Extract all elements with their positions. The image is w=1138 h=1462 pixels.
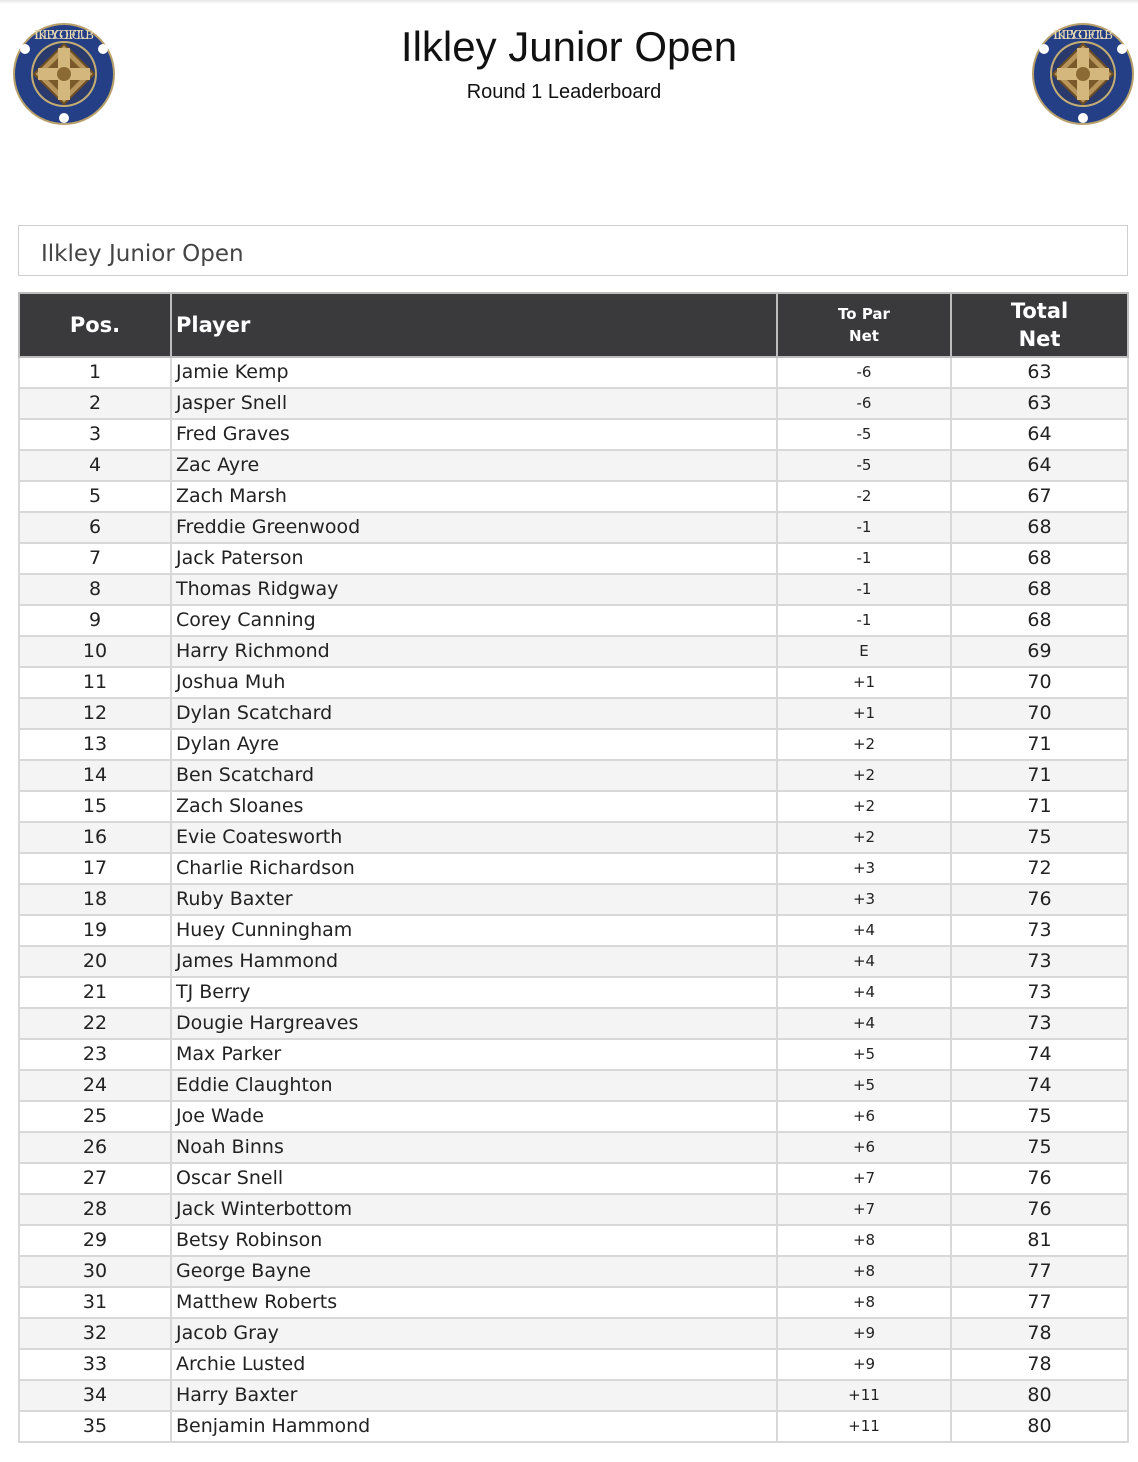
table-row[interactable] <box>19 1225 1128 1256</box>
column-header-pos[interactable]: Pos. <box>19 293 171 357</box>
total-net-cell: 74 <box>951 1070 1128 1101</box>
pos-cell: 18 <box>19 884 171 915</box>
pos-cell: 31 <box>19 1287 171 1318</box>
total-net-cell: 73 <box>951 915 1128 946</box>
player-name-cell: Huey Cunningham <box>171 915 777 946</box>
player-name-cell: Benjamin Hammond <box>171 1411 777 1442</box>
to-par-cell: -1 <box>777 605 951 636</box>
pos-cell: 25 <box>19 1101 171 1132</box>
to-par-cell: +8 <box>777 1287 951 1318</box>
player-name-cell: Archie Lusted <box>171 1349 777 1380</box>
player-name-cell: Joshua Muh <box>171 667 777 698</box>
table-row[interactable] <box>19 946 1128 977</box>
player-name-cell: Ben Scatchard <box>171 760 777 791</box>
pos-cell: 5 <box>19 481 171 512</box>
pos-cell: 35 <box>19 1411 171 1442</box>
table-row[interactable] <box>19 1008 1128 1039</box>
player-name-cell: Jamie Kemp <box>171 357 777 388</box>
table-row[interactable] <box>19 481 1128 512</box>
player-name-cell: Oscar Snell <box>171 1163 777 1194</box>
table-row[interactable] <box>19 543 1128 574</box>
table-row[interactable] <box>19 1039 1128 1070</box>
pos-cell: 23 <box>19 1039 171 1070</box>
table-row[interactable] <box>19 915 1128 946</box>
column-header-player[interactable]: Player <box>171 293 777 357</box>
to-par-cell: -6 <box>777 357 951 388</box>
total-net-cell: 73 <box>951 946 1128 977</box>
column-header-to-par-line2: Net <box>849 327 879 345</box>
table-row[interactable] <box>19 1132 1128 1163</box>
player-name-cell: Harry Baxter <box>171 1380 777 1411</box>
leaderboard-header-row <box>19 293 1128 357</box>
table-row[interactable] <box>19 1256 1128 1287</box>
table-row[interactable] <box>19 853 1128 884</box>
total-net-cell: 75 <box>951 1101 1128 1132</box>
pos-cell: 11 <box>19 667 171 698</box>
table-row[interactable] <box>19 884 1128 915</box>
total-net-cell: 75 <box>951 1132 1128 1163</box>
svg-text:ILKLEY GOLF CLUB: ILKLEY GOLF CLUB <box>1053 28 1113 42</box>
table-row[interactable] <box>19 574 1128 605</box>
to-par-cell: -5 <box>777 419 951 450</box>
pos-cell: 6 <box>19 512 171 543</box>
total-net-cell: 81 <box>951 1225 1128 1256</box>
total-net-cell: 77 <box>951 1287 1128 1318</box>
to-par-cell: +2 <box>777 760 951 791</box>
player-name-cell: Harry Richmond <box>171 636 777 667</box>
table-row[interactable] <box>19 1349 1128 1380</box>
to-par-cell: +8 <box>777 1225 951 1256</box>
table-row[interactable] <box>19 419 1128 450</box>
table-row[interactable] <box>19 1194 1128 1225</box>
total-net-cell: 68 <box>951 605 1128 636</box>
to-par-cell: E <box>777 636 951 667</box>
pos-cell: 22 <box>19 1008 171 1039</box>
player-name-cell: TJ Berry <box>171 977 777 1008</box>
pos-cell: 28 <box>19 1194 171 1225</box>
to-par-cell: +1 <box>777 667 951 698</box>
to-par-cell: -5 <box>777 450 951 481</box>
player-name-cell: Betsy Robinson <box>171 1225 777 1256</box>
player-name-cell: Dylan Ayre <box>171 729 777 760</box>
pos-cell: 17 <box>19 853 171 884</box>
table-row[interactable] <box>19 450 1128 481</box>
total-net-cell: 70 <box>951 698 1128 729</box>
table-row[interactable] <box>19 698 1128 729</box>
to-par-cell: +7 <box>777 1194 951 1225</box>
pos-cell: 26 <box>19 1132 171 1163</box>
pos-cell: 3 <box>19 419 171 450</box>
player-name-cell: Jasper Snell <box>171 388 777 419</box>
table-row[interactable] <box>19 388 1128 419</box>
to-par-cell: +4 <box>777 915 951 946</box>
column-header-total-net[interactable] <box>951 293 1128 357</box>
total-net-cell: 63 <box>951 388 1128 419</box>
player-name-cell: Zach Marsh <box>171 481 777 512</box>
to-par-cell: -1 <box>777 512 951 543</box>
to-par-cell: +2 <box>777 791 951 822</box>
to-par-cell: +4 <box>777 1008 951 1039</box>
to-par-cell: +2 <box>777 822 951 853</box>
player-name-cell: Zac Ayre <box>171 450 777 481</box>
pos-cell: 1 <box>19 357 171 388</box>
total-net-cell: 80 <box>951 1411 1128 1442</box>
pos-cell: 34 <box>19 1380 171 1411</box>
table-row[interactable] <box>19 357 1128 388</box>
table-row[interactable] <box>19 1380 1128 1411</box>
total-net-cell: 70 <box>951 667 1128 698</box>
table-row[interactable] <box>19 1163 1128 1194</box>
to-par-cell: +4 <box>777 946 951 977</box>
leaderboard-table <box>18 292 1129 1443</box>
to-par-cell: +5 <box>777 1070 951 1101</box>
table-row[interactable] <box>19 977 1128 1008</box>
player-name-cell: Thomas Ridgway <box>171 574 777 605</box>
to-par-cell: -2 <box>777 481 951 512</box>
player-name-cell: Fred Graves <box>171 419 777 450</box>
page-title: Ilkley Junior Open <box>400 23 738 70</box>
total-net-cell: 76 <box>951 1194 1128 1225</box>
pos-cell: 30 <box>19 1256 171 1287</box>
total-net-cell: 64 <box>951 450 1128 481</box>
table-row[interactable] <box>19 636 1128 667</box>
table-row[interactable] <box>19 760 1128 791</box>
to-par-cell: +6 <box>777 1101 951 1132</box>
total-net-cell: 76 <box>951 1163 1128 1194</box>
player-name-cell: Corey Canning <box>171 605 777 636</box>
total-net-cell: 71 <box>951 729 1128 760</box>
to-par-cell: +3 <box>777 884 951 915</box>
pos-cell: 12 <box>19 698 171 729</box>
table-row[interactable] <box>19 729 1128 760</box>
total-net-cell: 78 <box>951 1349 1128 1380</box>
player-name-cell: Joe Wade <box>171 1101 777 1132</box>
column-header-total-line1: Total <box>1010 299 1069 323</box>
to-par-cell: +3 <box>777 853 951 884</box>
total-net-cell: 67 <box>951 481 1128 512</box>
player-name-cell: Noah Binns <box>171 1132 777 1163</box>
to-par-cell: +4 <box>777 977 951 1008</box>
column-header-total-line2: Net <box>1018 327 1061 351</box>
total-net-cell: 73 <box>951 1008 1128 1039</box>
pos-cell: 10 <box>19 636 171 667</box>
total-net-cell: 68 <box>951 512 1128 543</box>
total-net-cell: 64 <box>951 419 1128 450</box>
total-net-cell: 71 <box>951 791 1128 822</box>
total-net-cell: 75 <box>951 822 1128 853</box>
player-name-cell: Dougie Hargreaves <box>171 1008 777 1039</box>
pos-cell: 32 <box>19 1318 171 1349</box>
to-par-cell: +7 <box>777 1163 951 1194</box>
table-row[interactable] <box>19 667 1128 698</box>
table-row[interactable] <box>19 512 1128 543</box>
table-row[interactable] <box>19 1070 1128 1101</box>
to-par-cell: -1 <box>777 574 951 605</box>
pos-cell: 29 <box>19 1225 171 1256</box>
player-name-cell: Freddie Greenwood <box>171 512 777 543</box>
pos-cell: 16 <box>19 822 171 853</box>
pos-cell: 19 <box>19 915 171 946</box>
pos-cell: 7 <box>19 543 171 574</box>
table-row[interactable] <box>19 822 1128 853</box>
player-name-cell: Jack Paterson <box>171 543 777 574</box>
total-net-cell: 63 <box>951 357 1128 388</box>
player-name-cell: Zach Sloanes <box>171 791 777 822</box>
table-row[interactable] <box>19 605 1128 636</box>
total-net-cell: 69 <box>951 636 1128 667</box>
pos-cell: 2 <box>19 388 171 419</box>
pos-cell: 4 <box>19 450 171 481</box>
player-name-cell: Evie Coatesworth <box>171 822 777 853</box>
event-panel <box>18 225 1128 276</box>
player-name-cell: Matthew Roberts <box>171 1287 777 1318</box>
pos-cell: 9 <box>19 605 171 636</box>
pos-cell: 8 <box>19 574 171 605</box>
total-net-cell: 73 <box>951 977 1128 1008</box>
total-net-cell: 80 <box>951 1380 1128 1411</box>
pos-cell: 24 <box>19 1070 171 1101</box>
column-header-to-par-line1: To Par <box>838 305 890 323</box>
total-net-cell: 78 <box>951 1318 1128 1349</box>
total-net-cell: 74 <box>951 1039 1128 1070</box>
table-row[interactable] <box>19 1101 1128 1132</box>
column-header-to-par-net[interactable] <box>777 293 951 357</box>
to-par-cell: -1 <box>777 543 951 574</box>
to-par-cell: +2 <box>777 729 951 760</box>
player-name-cell: Charlie Richardson <box>171 853 777 884</box>
to-par-cell: -6 <box>777 388 951 419</box>
table-row[interactable] <box>19 1287 1128 1318</box>
to-par-cell: +11 <box>777 1411 951 1442</box>
pos-cell: 27 <box>19 1163 171 1194</box>
to-par-cell: +11 <box>777 1380 951 1411</box>
total-net-cell: 71 <box>951 760 1128 791</box>
pos-cell: 21 <box>19 977 171 1008</box>
player-name-cell: Eddie Claughton <box>171 1070 777 1101</box>
player-name-cell: Max Parker <box>171 1039 777 1070</box>
to-par-cell: +6 <box>777 1132 951 1163</box>
to-par-cell: +1 <box>777 698 951 729</box>
pos-cell: 33 <box>19 1349 171 1380</box>
to-par-cell: +9 <box>777 1318 951 1349</box>
pos-cell: 13 <box>19 729 171 760</box>
total-net-cell: 68 <box>951 543 1128 574</box>
player-name-cell: Jack Winterbottom <box>171 1194 777 1225</box>
pos-cell: 20 <box>19 946 171 977</box>
to-par-cell: +8 <box>777 1256 951 1287</box>
table-row[interactable] <box>19 1411 1128 1442</box>
pos-cell: 15 <box>19 791 171 822</box>
player-name-cell: Ruby Baxter <box>171 884 777 915</box>
player-name-cell: Jacob Gray <box>171 1318 777 1349</box>
event-panel-title: Ilkley Junior Open <box>41 241 244 267</box>
total-net-cell: 77 <box>951 1256 1128 1287</box>
table-row[interactable] <box>19 1318 1128 1349</box>
top-shadow-line <box>0 0 1138 4</box>
total-net-cell: 68 <box>951 574 1128 605</box>
svg-text:ILKLEY GOLF CLUB: ILKLEY GOLF CLUB <box>34 28 94 42</box>
page-subtitle: Round 1 Leaderboard <box>466 81 662 103</box>
to-par-cell: +9 <box>777 1349 951 1380</box>
total-net-cell: 72 <box>951 853 1128 884</box>
to-par-cell: +5 <box>777 1039 951 1070</box>
table-row[interactable] <box>19 791 1128 822</box>
player-name-cell: James Hammond <box>171 946 777 977</box>
total-net-cell: 76 <box>951 884 1128 915</box>
pos-cell: 14 <box>19 760 171 791</box>
player-name-cell: George Bayne <box>171 1256 777 1287</box>
player-name-cell: Dylan Scatchard <box>171 698 777 729</box>
